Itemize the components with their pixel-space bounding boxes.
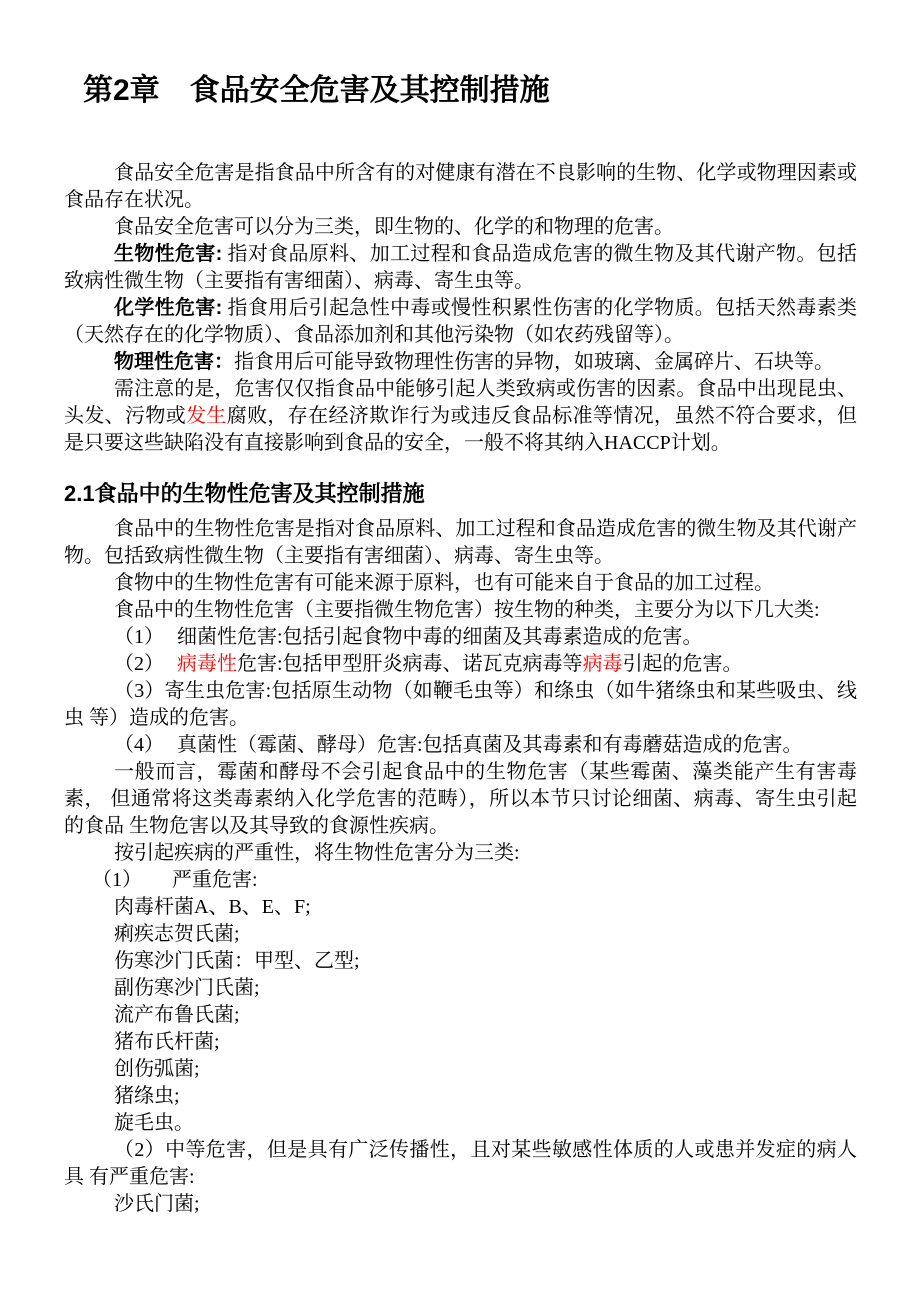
paragraph-physical-hazard [64, 349, 857, 376]
list-item-viral-text-2: 引起的危害。 [622, 653, 743, 675]
paragraph-hazard-categories: 食品安全危害可以分为三类，即生物的、化学的和物理的危害。 [114, 216, 674, 238]
list-item-fungal [64, 732, 857, 759]
bacteria-list-item: 旋毛虫。 [114, 1112, 194, 1134]
bacteria-list-item: 痢疾志贺氏菌; [114, 923, 240, 945]
section-heading-2-1: 2.1食品中的生物性危害及其控制措施 [64, 481, 425, 506]
chapter-title: 第2章 食品安全危害及其控制措施 [83, 74, 550, 107]
list-item-viral-number: （2） [114, 653, 164, 675]
paragraph-bio-classes-intro: 食品中的生物性危害（主要指微生物危害）按生物的种类，主要分为以下几大类: [114, 599, 820, 621]
list-item-bacterial-text: 细菌性危害:包括引起食物中毒的细菌及其毒素造成的危害。 [177, 626, 703, 648]
biological-hazard-lead: 生物性危害: [114, 243, 223, 265]
paragraph-chemical-hazard [64, 295, 857, 349]
severity-item-severe-label: 严重危害: [172, 869, 258, 891]
list-item-viral [64, 651, 857, 678]
note-text-1: 需注意的是，危害仅仅指食品中能够引起人类致病或伤害的因素。食品中出现昆虫、 头发、污物或 [64, 378, 857, 427]
list-item-bacterial [64, 624, 857, 651]
list-item-viral-red-1: 病毒性 [177, 653, 237, 675]
list-item-parasitic: （3）寄生虫危害:包括原生动物（如鞭毛虫等）和绦虫（如牛猪绦虫和某些吸虫、线虫 等）造成的危害。 [64, 680, 857, 729]
bacteria-list-item: 副伤寒沙门氏菌; [114, 977, 260, 999]
list-item-fungal-number: （4） [114, 734, 164, 756]
paragraph-bio-source: 食物中的生物性危害有可能来源于原料，也有可能来自于食品的加工过程。 [114, 572, 774, 594]
list-item-viral-red-2: 病毒 [582, 653, 623, 675]
bacteria-list-item: 流产布鲁氏菌; [114, 1004, 240, 1026]
paragraph-biological-hazard [64, 241, 857, 295]
list-item-bacterial-number: （1） [114, 626, 164, 648]
document-body [64, 160, 857, 1218]
bacteria-list-item: 沙氏门菌; [114, 1193, 200, 1215]
chemical-hazard-lead: 化学性危害: [114, 297, 223, 319]
biological-hazard-text: 指对食品原料、加工过程和食品造成危害的微生物及其代谢产物。包括 致病性微生物（主要指有害细菌）、病毒、寄生虫等。 [64, 243, 857, 292]
severity-item-moderate: （2）中等危害，但是具有广泛传播性，且对某些敏感性体质的人或患并发症的病人具 有严重危害: [64, 1139, 857, 1188]
paragraph-bio-definition: 食品中的生物性危害是指对食品原料、加工过程和食品造成危害的微生物及其代谢产 物。包括致病性微生物（主要指有害细菌）、病毒、寄生虫等。 [64, 518, 857, 567]
paragraph-severity-intro: 按引起疾病的严重性，将生物性危害分为三类: [114, 842, 520, 864]
note-red-text: 发生 [186, 405, 227, 427]
physical-hazard-lead: 物理性危害： [114, 351, 234, 373]
bacteria-list-item: 猪绦虫; [114, 1085, 180, 1107]
list-item-fungal-text: 真菌性（霉菌、酵母）危害:包括真菌及其毒素和有毒蘑菇造成的危害。 [177, 734, 803, 756]
bacteria-list-item: 创伤弧菌; [114, 1058, 200, 1080]
physical-hazard-text: 指食用后可能导致物理性伤害的异物，如玻璃、金属碎片、石块等。 [234, 351, 834, 373]
severity-item-severe [64, 867, 857, 894]
bacteria-list-item: 猪布氏杆菌; [114, 1031, 220, 1053]
bacteria-list-item: 肉毒杆菌A、B、E、F; [114, 896, 311, 918]
bacteria-list-item: 伤寒沙门氏菌：甲型、乙型; [114, 950, 360, 972]
note-text-2: 腐败，存在经济欺诈行为或违反食品标准等情况，虽然不符合要求，但 是只要这些缺陷没有直接影响到食品的安全，一般不将其纳入HACCP计划。 [64, 405, 858, 454]
chemical-hazard-text: 指食用后引起急性中毒或慢性积累性伤害的化学物质。包括天然毒素类 （天然存在的化学物质）、食品添加剂和其他污染物（如农药残留等）。 [64, 297, 857, 346]
severity-item-severe-number: （1） [92, 869, 142, 891]
paragraph-hazard-definition: 食品安全危害是指食品中所含有的对健康有潜在不良影响的生物、化学或物理因素或 食品存在状况。 [64, 162, 857, 211]
paragraph-mold-yeast-note: 一般而言，霉菌和酵母不会引起食品中的生物危害（某些霉菌、藻类能产生有害毒素， 但通常将这类毒素纳入化学危害的范畴），所以本节只讨论细菌、病毒、寄生虫引起的食品 生物危害以及其导致的食源性疾病。 [64, 761, 857, 837]
paragraph-note [64, 376, 857, 457]
list-item-viral-text-1: 危害:包括甲型肝炎病毒、诺瓦克病毒等 [237, 653, 583, 675]
